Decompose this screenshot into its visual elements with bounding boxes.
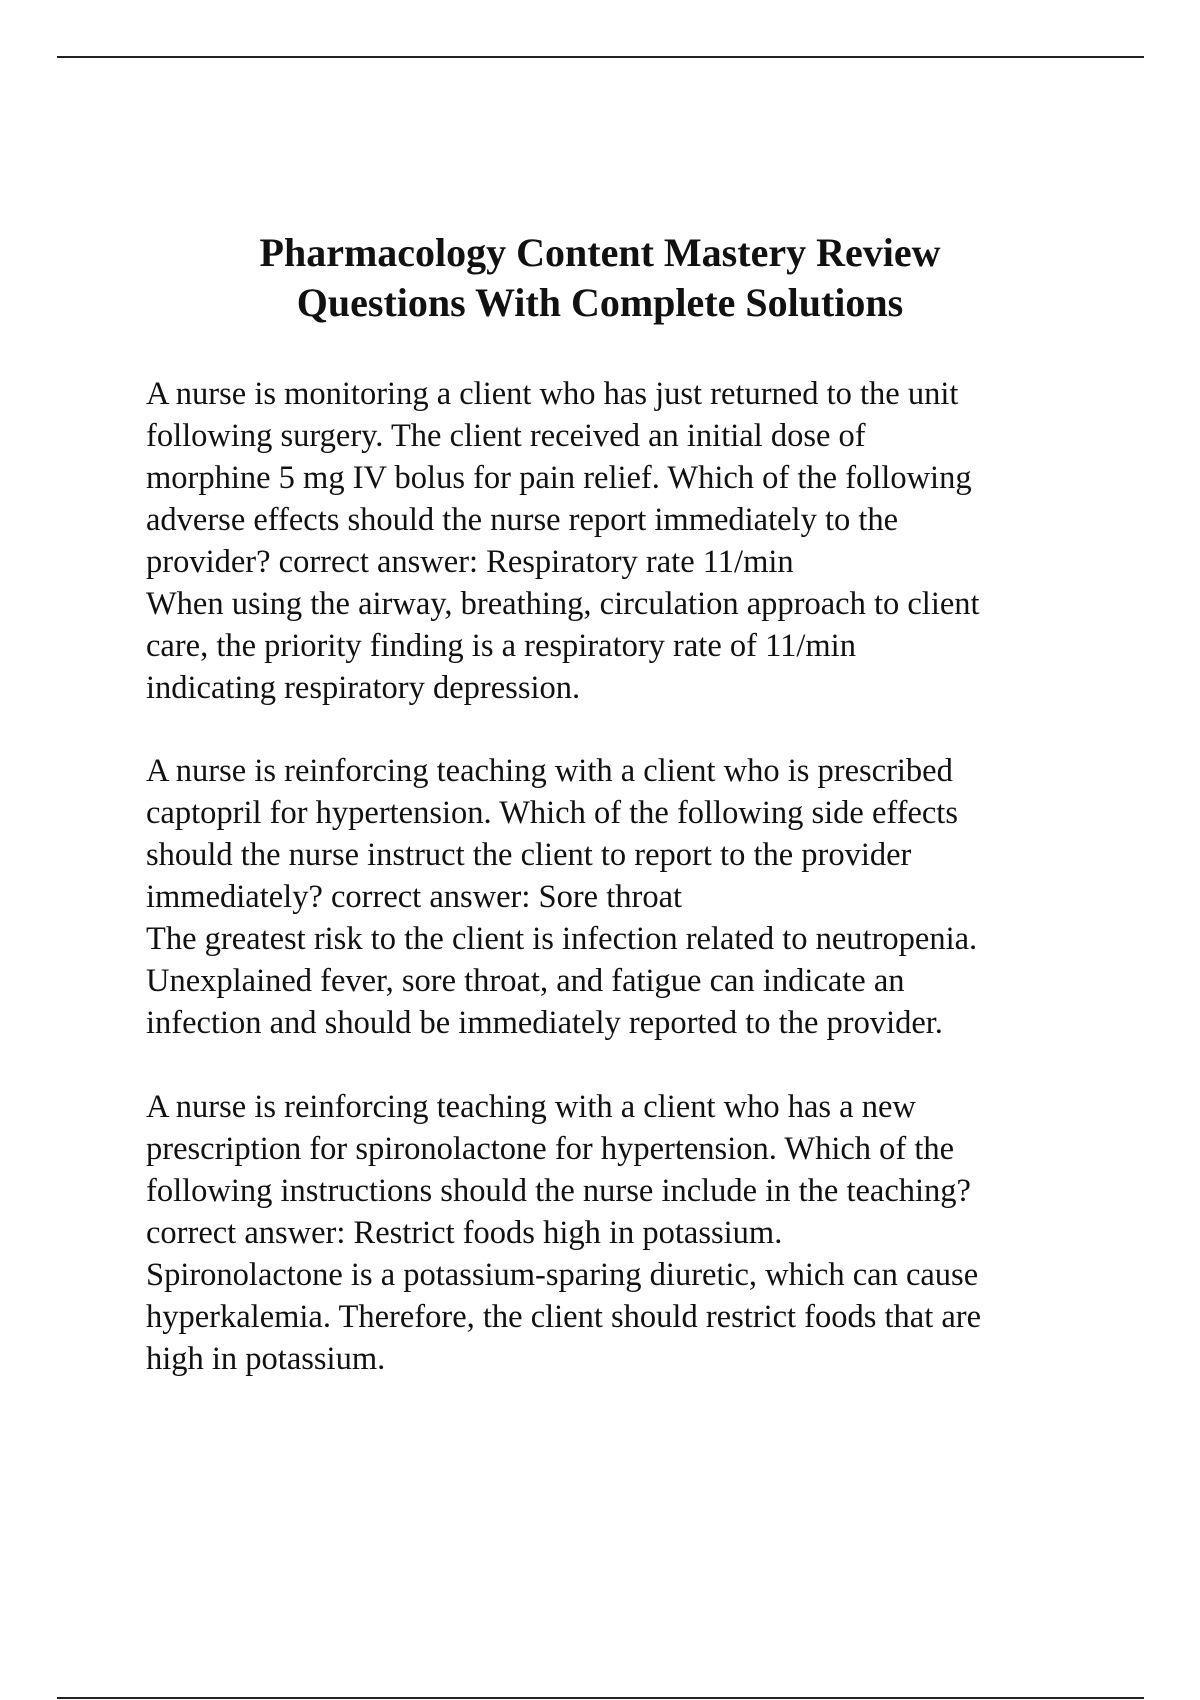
rationale-1-line-1: When using the airway, breathing, circulation approach to client xyxy=(146,586,980,622)
rationale-2-line-2: Unexplained fever, sore throat, and fatigue can indicate an xyxy=(146,963,905,999)
rationale-1-line-3: indicating respiratory depression. xyxy=(146,670,581,706)
question-3-line-2: prescription for spironolactone for hypertension. Which of the xyxy=(146,1131,955,1167)
question-1-line-3: morphine 5 mg IV bolus for pain relief. Which of the following xyxy=(146,460,972,496)
question-2-line-4: immediately? correct answer: Sore throat xyxy=(146,879,683,915)
question-3-line-1: A nurse is reinforcing teaching with a client who has a new xyxy=(146,1089,916,1125)
top-divider xyxy=(57,56,1144,58)
page-title xyxy=(100,228,1100,328)
rationale-3-line-3: high in potassium. xyxy=(146,1341,386,1377)
question-1-line-2: following surgery. The client received an initial dose of xyxy=(146,418,866,454)
question-block-1 xyxy=(146,373,1106,709)
rationale-2-line-1: The greatest risk to the client is infection related to neutropenia. xyxy=(146,921,978,957)
rationale-3-line-1: Spironolactone is a potassium-sparing diuretic, which can cause xyxy=(146,1257,979,1293)
rationale-2-line-3: infection and should be immediately reported to the provider. xyxy=(146,1005,943,1041)
rationale-3-line-2: hyperkalemia. Therefore, the client should restrict foods that are xyxy=(146,1299,982,1335)
page-title-line-2: Questions With Complete Solutions xyxy=(296,280,904,325)
question-2-line-2: captopril for hypertension. Which of the following side effects xyxy=(146,795,958,831)
question-1-line-4: adverse effects should the nurse report immediately to the xyxy=(146,502,899,538)
rationale-1-line-2: care, the priority finding is a respiratory rate of 11/min xyxy=(146,628,856,664)
page-title-line-1: Pharmacology Content Mastery Review xyxy=(259,230,941,275)
question-block-2 xyxy=(146,750,1106,1044)
question-block-3 xyxy=(146,1086,1106,1380)
question-1-line-1: A nurse is monitoring a client who has just returned to the unit xyxy=(146,376,959,412)
question-2-line-1: A nurse is reinforcing teaching with a client who is prescribed xyxy=(146,753,953,789)
question-2-line-3: should the nurse instruct the client to report to the provider xyxy=(146,837,912,873)
question-1-line-5: provider? correct answer: Respiratory rate 11/min xyxy=(146,544,794,580)
bottom-divider xyxy=(57,1697,1144,1699)
question-3-line-4: correct answer: Restrict foods high in potassium. xyxy=(146,1215,783,1251)
question-3-line-3: following instructions should the nurse include in the teaching? xyxy=(146,1173,971,1209)
